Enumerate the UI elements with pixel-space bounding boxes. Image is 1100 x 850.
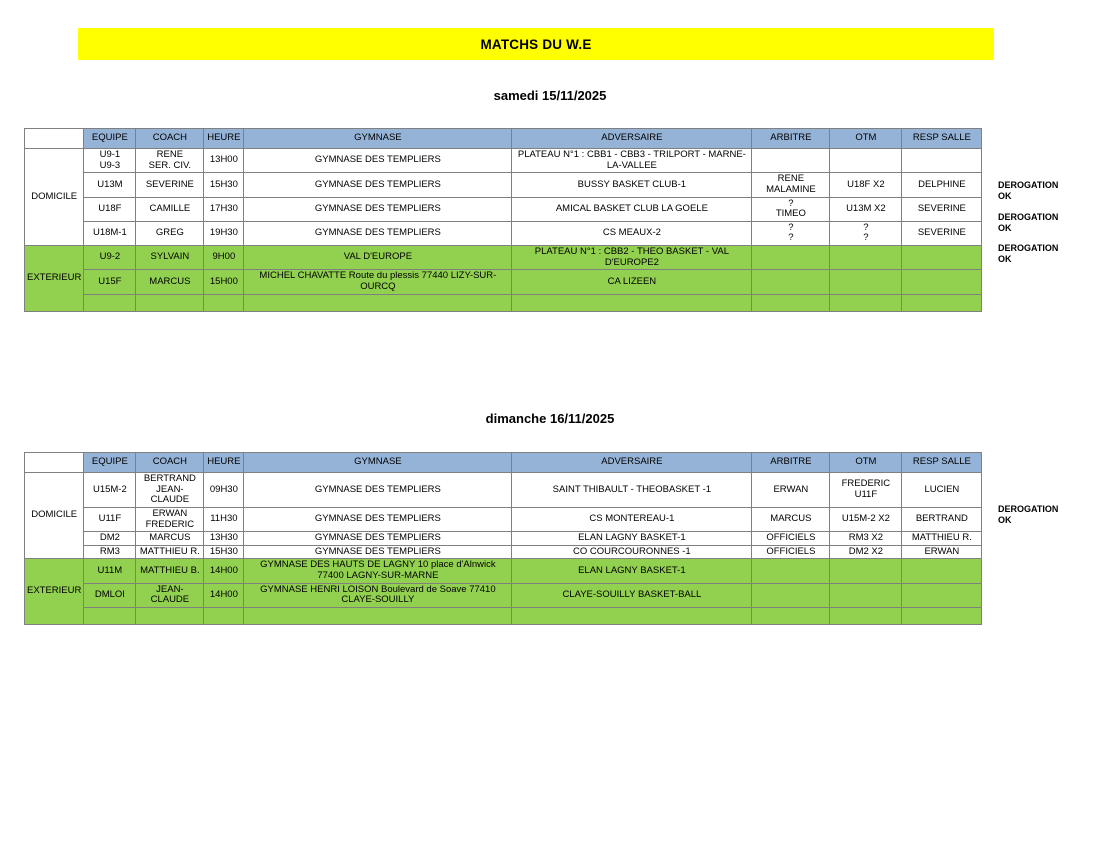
cell-resp-salle: BERTRAND bbox=[902, 507, 982, 531]
cell-otm: U18F X2 bbox=[830, 173, 902, 197]
cell-adversaire: CS MONTEREAU-1 bbox=[512, 507, 752, 531]
header-heure: HEURE bbox=[204, 129, 244, 149]
cell-arbitre bbox=[752, 197, 830, 221]
cell-arbitre: MARCUS bbox=[752, 507, 830, 531]
header-resp-salle: RESP SALLE bbox=[902, 453, 982, 473]
header-equipe: EQUIPE bbox=[84, 453, 136, 473]
cell-equipe bbox=[84, 294, 136, 311]
schedule-table-saturday bbox=[24, 128, 982, 312]
table-row bbox=[25, 173, 982, 197]
cell-gymnase: MICHEL CHAVATTE Route du plessis 77440 LIZY-SUR-OURCQ bbox=[244, 270, 512, 294]
cell-adversaire: CO COURCOURONNES -1 bbox=[512, 545, 752, 559]
cell-coach: CAMILLE bbox=[136, 197, 204, 221]
cell-equipe: U9-2 bbox=[84, 246, 136, 270]
table-row bbox=[25, 559, 982, 583]
cell-equipe: U11F bbox=[84, 507, 136, 531]
cell-arbitre bbox=[752, 559, 830, 583]
cell-adversaire: BUSSY BASKET CLUB-1 bbox=[512, 173, 752, 197]
cell-arbitre bbox=[752, 221, 830, 245]
cell-resp-salle: LUCIEN bbox=[902, 473, 982, 508]
side-label-domicile: DOMICILE bbox=[25, 149, 84, 246]
cell-heure bbox=[204, 607, 244, 624]
derogation-note-u18f bbox=[998, 212, 1098, 233]
cell-otm-line2: ? bbox=[863, 232, 869, 244]
table-row bbox=[25, 545, 982, 559]
cell-arbitre bbox=[752, 607, 830, 624]
cell-arbitre bbox=[752, 173, 830, 197]
cell-resp-salle: SEVERINE bbox=[902, 197, 982, 221]
cell-coach-line1: BERTRAND bbox=[143, 473, 196, 484]
cell-adversaire: CLAYE-SOUILLY BASKET-BALL bbox=[512, 583, 752, 607]
derogation-line1: DEROGATION bbox=[998, 180, 1059, 190]
cell-adversaire bbox=[512, 294, 752, 311]
table-row bbox=[25, 149, 982, 173]
cell-otm bbox=[830, 149, 902, 173]
cell-coach-line2: FREDERIC bbox=[145, 518, 195, 530]
cell-arbitre: OFFICIELS bbox=[752, 545, 830, 559]
cell-arbitre: OFFICIELS bbox=[752, 532, 830, 546]
table-row bbox=[25, 270, 982, 294]
derogation-note-u11f bbox=[998, 504, 1098, 525]
cell-otm bbox=[830, 583, 902, 607]
cell-equipe: U11M bbox=[84, 559, 136, 583]
header-arbitre: ARBITRE bbox=[752, 129, 830, 149]
cell-adversaire: PLATEAU N°1 : CBB1 - CBB3 - TRILPORT - MARNE-LA-VALLEE bbox=[512, 149, 752, 173]
header-corner-blank bbox=[25, 129, 84, 149]
cell-coach-line1: ERWAN bbox=[152, 507, 188, 519]
table-row bbox=[25, 246, 982, 270]
cell-adversaire bbox=[512, 607, 752, 624]
cell-coach bbox=[136, 294, 204, 311]
cell-otm-line1: FREDERIC bbox=[841, 478, 891, 490]
cell-heure: 19H30 bbox=[204, 221, 244, 245]
cell-coach bbox=[136, 607, 204, 624]
derogation-line1: DEROGATION bbox=[998, 212, 1059, 222]
header-resp-salle: RESP SALLE bbox=[902, 129, 982, 149]
cell-otm: DM2 X2 bbox=[830, 545, 902, 559]
cell-heure: 15H30 bbox=[204, 173, 244, 197]
cell-arbitre-line1: RENE bbox=[777, 173, 805, 185]
cell-gymnase: GYMNASE HENRI LOISON Boulevard de Soave 77410 CLAYE-SOUILLY bbox=[244, 583, 512, 607]
cell-coach: JEAN-CLAUDE bbox=[136, 583, 204, 607]
cell-heure: 15H00 bbox=[204, 270, 244, 294]
cell-gymnase: GYMNASE DES TEMPLIERS bbox=[244, 473, 512, 508]
cell-coach: MATTHIEU R. bbox=[136, 545, 204, 559]
cell-otm bbox=[830, 294, 902, 311]
cell-otm bbox=[830, 246, 902, 270]
cell-equipe bbox=[84, 149, 136, 173]
cell-coach bbox=[136, 507, 204, 531]
cell-arbitre: ERWAN bbox=[752, 473, 830, 508]
cell-adversaire: CS MEAUX-2 bbox=[512, 221, 752, 245]
cell-coach-line2: SER. CIV. bbox=[148, 159, 192, 171]
header-otm: OTM bbox=[830, 453, 902, 473]
cell-heure: 14H00 bbox=[204, 583, 244, 607]
schedule-table-sunday bbox=[24, 452, 982, 625]
cell-heure: 15H30 bbox=[204, 545, 244, 559]
cell-arbitre bbox=[752, 149, 830, 173]
table-header-row bbox=[25, 129, 982, 149]
cell-otm-line1: ? bbox=[863, 221, 869, 233]
cell-gymnase: GYMNASE DES TEMPLIERS bbox=[244, 545, 512, 559]
cell-otm: RM3 X2 bbox=[830, 532, 902, 546]
cell-equipe: U15F bbox=[84, 270, 136, 294]
header-corner-blank bbox=[25, 453, 84, 473]
cell-coach: SYLVAIN bbox=[136, 246, 204, 270]
page-title-banner bbox=[78, 28, 994, 60]
cell-otm-line2: U11F bbox=[854, 488, 878, 500]
side-label-exterieur: EXTERIEUR bbox=[25, 559, 84, 625]
cell-adversaire: AMICAL BASKET CLUB LA GOELE bbox=[512, 197, 752, 221]
derogation-note-u13m bbox=[998, 180, 1098, 201]
cell-coach bbox=[136, 149, 204, 173]
cell-gymnase: GYMNASE DES TEMPLIERS bbox=[244, 221, 512, 245]
cell-resp-salle bbox=[902, 294, 982, 311]
cell-coach: SEVERINE bbox=[136, 173, 204, 197]
cell-gymnase: GYMNASE DES HAUTS DE LAGNY 10 place d'Alnwick 77400 LAGNY-SUR-MARNE bbox=[244, 559, 512, 583]
cell-adversaire: CA LIZEEN bbox=[512, 270, 752, 294]
side-label-domicile: DOMICILE bbox=[25, 473, 84, 559]
cell-resp-salle bbox=[902, 149, 982, 173]
table-row bbox=[25, 221, 982, 245]
header-equipe: EQUIPE bbox=[84, 129, 136, 149]
cell-arbitre-line1: ? bbox=[788, 221, 794, 233]
header-heure: HEURE bbox=[204, 453, 244, 473]
header-adversaire: ADVERSAIRE bbox=[512, 129, 752, 149]
cell-resp-salle bbox=[902, 246, 982, 270]
cell-gymnase: GYMNASE DES TEMPLIERS bbox=[244, 197, 512, 221]
derogation-note-u18m1 bbox=[998, 243, 1098, 264]
cell-arbitre-line2: ? bbox=[788, 232, 794, 244]
derogation-line2: OK bbox=[998, 253, 1012, 264]
header-adversaire: ADVERSAIRE bbox=[512, 453, 752, 473]
cell-adversaire: ELAN LAGNY BASKET-1 bbox=[512, 532, 752, 546]
cell-heure: 13H00 bbox=[204, 149, 244, 173]
side-label-exterieur: EXTERIEUR bbox=[25, 246, 84, 312]
derogation-line2: OK bbox=[998, 514, 1012, 525]
derogation-line2: OK bbox=[998, 222, 1012, 233]
table-row bbox=[25, 532, 982, 546]
cell-resp-salle bbox=[902, 607, 982, 624]
cell-resp-salle bbox=[902, 270, 982, 294]
cell-heure: 14H00 bbox=[204, 559, 244, 583]
table-row bbox=[25, 197, 982, 221]
cell-otm bbox=[830, 270, 902, 294]
cell-gymnase: VAL D'EUROPE bbox=[244, 246, 512, 270]
cell-arbitre-line2: TIMEO bbox=[775, 208, 806, 220]
table-row bbox=[25, 294, 982, 311]
cell-arbitre-line1: ? bbox=[788, 197, 794, 209]
cell-heure: 11H30 bbox=[204, 507, 244, 531]
cell-equipe: U15M-2 bbox=[84, 473, 136, 508]
day-heading-sunday: dimanche 16/11/2025 bbox=[485, 411, 615, 426]
header-coach: COACH bbox=[136, 129, 204, 149]
table-row bbox=[25, 607, 982, 624]
table-row bbox=[25, 583, 982, 607]
cell-resp-salle: SEVERINE bbox=[902, 221, 982, 245]
derogation-line1: DEROGATION bbox=[998, 504, 1059, 514]
cell-adversaire: PLATEAU N°1 : CBB2 - THEO BASKET - VAL D'EUROPE2 bbox=[512, 246, 752, 270]
cell-adversaire: ELAN LAGNY BASKET-1 bbox=[512, 559, 752, 583]
table-header-row bbox=[25, 453, 982, 473]
page-title: MATCHS DU W.E bbox=[480, 36, 592, 52]
cell-equipe-line1: U9-1 bbox=[99, 149, 121, 160]
cell-heure: 17H30 bbox=[204, 197, 244, 221]
cell-resp-salle bbox=[902, 559, 982, 583]
header-otm: OTM bbox=[830, 129, 902, 149]
table-row bbox=[25, 473, 982, 508]
table-row bbox=[25, 507, 982, 531]
cell-resp-salle: ERWAN bbox=[902, 545, 982, 559]
cell-heure: 09H30 bbox=[204, 473, 244, 508]
cell-resp-salle: MATTHIEU R. bbox=[902, 532, 982, 546]
cell-equipe: U18M-1 bbox=[84, 221, 136, 245]
cell-resp-salle bbox=[902, 583, 982, 607]
cell-equipe: RM3 bbox=[84, 545, 136, 559]
cell-gymnase bbox=[244, 294, 512, 311]
cell-adversaire: SAINT THIBAULT - THEOBASKET -1 bbox=[512, 473, 752, 508]
cell-equipe bbox=[84, 607, 136, 624]
cell-coach-line2: JEAN-CLAUDE bbox=[150, 483, 190, 506]
cell-equipe: U18F bbox=[84, 197, 136, 221]
cell-equipe: DMLOI bbox=[84, 583, 136, 607]
day-heading-saturday: samedi 15/11/2025 bbox=[493, 88, 607, 103]
cell-arbitre bbox=[752, 294, 830, 311]
cell-arbitre bbox=[752, 583, 830, 607]
cell-otm: U13M X2 bbox=[830, 197, 902, 221]
cell-gymnase: GYMNASE DES TEMPLIERS bbox=[244, 532, 512, 546]
cell-otm: U15M-2 X2 bbox=[830, 507, 902, 531]
header-arbitre: ARBITRE bbox=[752, 453, 830, 473]
header-gymnase: GYMNASE bbox=[244, 453, 512, 473]
derogation-line1: DEROGATION bbox=[998, 243, 1059, 253]
cell-equipe: DM2 bbox=[84, 532, 136, 546]
header-coach: COACH bbox=[136, 453, 204, 473]
cell-coach bbox=[136, 473, 204, 508]
cell-coach: MATTHIEU B. bbox=[136, 559, 204, 583]
cell-equipe: U13M bbox=[84, 173, 136, 197]
cell-gymnase: GYMNASE DES TEMPLIERS bbox=[244, 507, 512, 531]
cell-heure bbox=[204, 294, 244, 311]
cell-arbitre bbox=[752, 270, 830, 294]
cell-gymnase: GYMNASE DES TEMPLIERS bbox=[244, 173, 512, 197]
cell-coach: GREG bbox=[136, 221, 204, 245]
cell-otm bbox=[830, 607, 902, 624]
cell-otm bbox=[830, 473, 902, 508]
cell-coach: MARCUS bbox=[136, 270, 204, 294]
header-gymnase: GYMNASE bbox=[244, 129, 512, 149]
cell-otm bbox=[830, 221, 902, 245]
cell-equipe-line2: U9-3 bbox=[99, 159, 121, 171]
cell-heure: 9H00 bbox=[204, 246, 244, 270]
cell-arbitre bbox=[752, 246, 830, 270]
cell-otm bbox=[830, 559, 902, 583]
cell-resp-salle: DELPHINE bbox=[902, 173, 982, 197]
cell-gymnase bbox=[244, 607, 512, 624]
cell-heure: 13H30 bbox=[204, 532, 244, 546]
derogation-line2: OK bbox=[998, 190, 1012, 201]
cell-coach: MARCUS bbox=[136, 532, 204, 546]
cell-gymnase: GYMNASE DES TEMPLIERS bbox=[244, 149, 512, 173]
cell-arbitre-line2: MALAMINE bbox=[766, 183, 816, 195]
cell-coach-line1: RENE bbox=[156, 149, 184, 160]
